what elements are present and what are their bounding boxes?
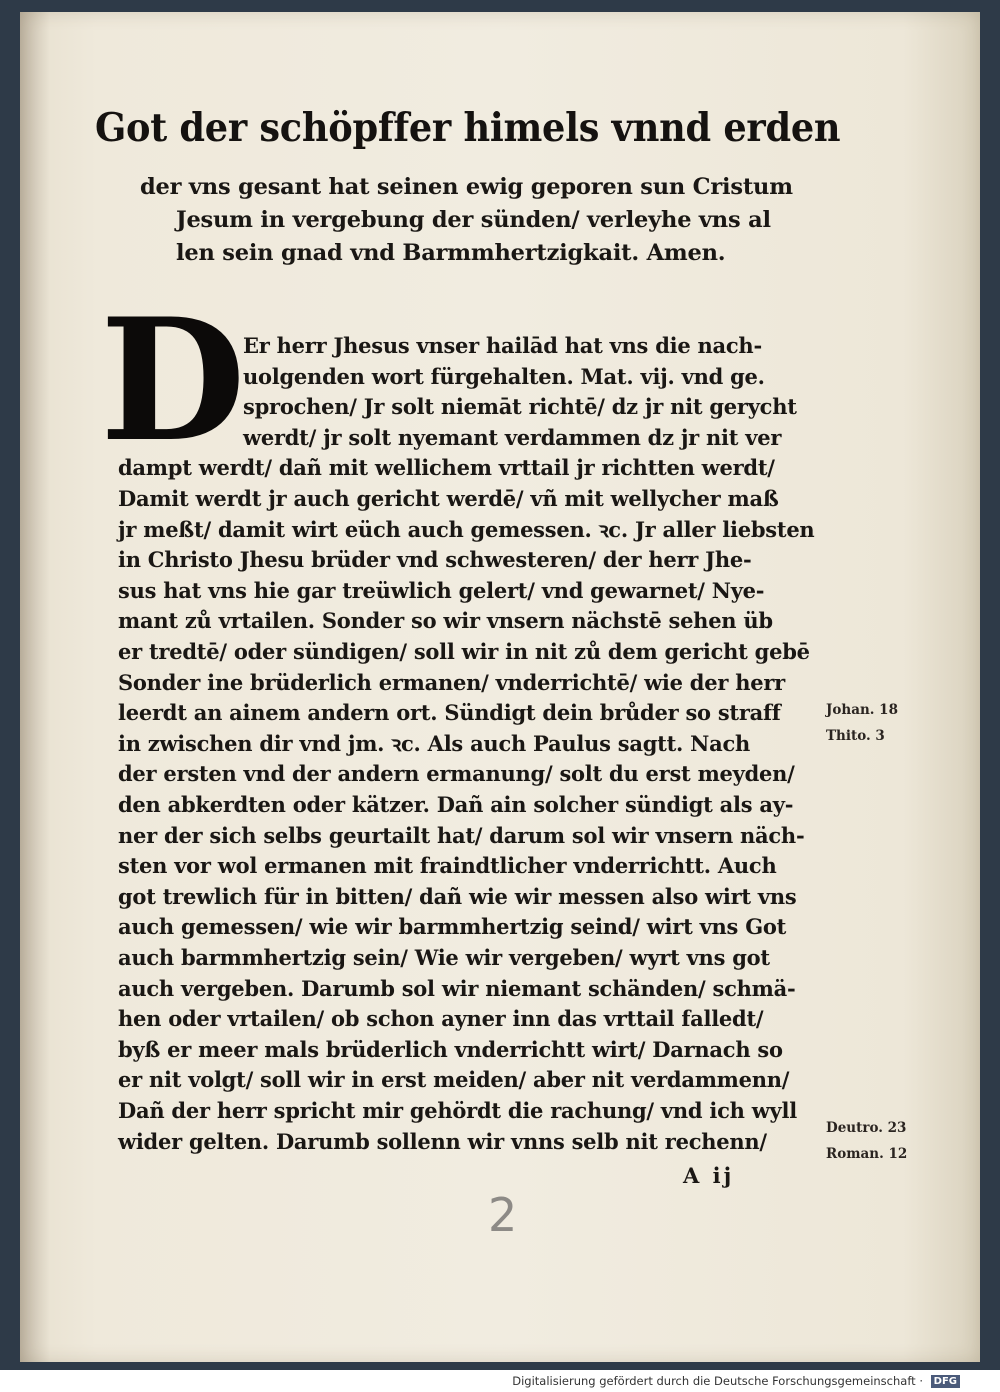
body-line: sprochen/ Jr solt niemāt richtē/ dz jr nit gerycht	[243, 394, 797, 420]
body-line: sus hat vns hie gar treüwlich gelert/ vnd gewarnet/ Nye-	[118, 577, 765, 603]
page-heading: Got der schöpffer himels vnnd erden	[95, 105, 841, 151]
body-line: auch barmmhertzig sein/ Wie wir vergeben/ wyrt vns got	[118, 945, 770, 970]
body-line: auch gemessen/ wie wir barmmhertzig seind/ wirt vns Got	[118, 914, 787, 940]
margin-note: Johan. 18	[826, 702, 898, 718]
body-line: Damit werdt jr auch gericht werdē/ vñ mit wellycher maß	[118, 486, 779, 511]
body-line: leerdt an ainem andern ort. Sündigt dein brůder so straff	[118, 700, 781, 726]
body-line: hen oder vrtailen/ ob schon ayner inn das vrttail falledt/	[118, 1006, 764, 1032]
footer-credit	[512, 1374, 960, 1388]
dfg-logo: DFG	[931, 1375, 960, 1388]
page-gutter-shadow	[20, 12, 50, 1362]
intro-line: der vns gesant hat seinen ewig geporen sun Cristum	[140, 174, 793, 200]
body-line: auch vergeben. Darumb sol wir niemant schänden/ schmä-	[118, 975, 796, 1001]
margin-note: Deutro. 23	[826, 1120, 907, 1136]
decorated-initial-letter: D	[100, 281, 246, 479]
body-line: der ersten vnd der andern ermanung/ solt du erst meyden/	[118, 761, 795, 787]
footer-text: Digitalisierung gefördert durch die Deutsche Forschungsgemeinschaft ·	[512, 1374, 923, 1388]
body-line: got trewlich für in bitten/ dañ wie wir messen also wirt vns	[118, 883, 797, 909]
body-line: jr meßt/ damit wirt eüch auch gemessen. ꝛc. Jr aller liebsten	[118, 516, 815, 542]
body-line: ner der sich selbs geurtailt hat/ darum sol wir vnsern näch-	[118, 822, 805, 848]
body-line: den abkerdten oder kätzer. Dañ ain solcher sündigt als ay-	[118, 792, 794, 817]
intro-line: len sein gnad vnd Barmmhertzigkait. Amen.	[176, 240, 726, 266]
body-line: dampt werdt/ dañ mit wellichem vrttail jr richtten werdt/	[118, 455, 775, 481]
body-line: Er herr Jhesus vnser hailād hat vns die nach-	[243, 333, 762, 358]
margin-note: Thito. 3	[826, 728, 885, 744]
body-line: wider gelten. Darumb sollenn wir vnns selb nit rechenn/	[118, 1128, 767, 1154]
body-line: mant zů vrtailen. Sonder so wir vnsern nächstē sehen üb	[118, 608, 773, 634]
signature-mark: A ij	[683, 1163, 735, 1188]
body-line: Dañ der herr spricht mir gehördt die rachung/ vnd ich wyll	[118, 1098, 797, 1123]
body-line: sten vor wol ermanen mit fraindtlicher vnderrichtt. Auch	[118, 853, 777, 879]
body-line: uolgenden wort fürgehalten. Mat. vij. vnd ge.	[243, 363, 765, 389]
pencil-page-number: 2	[488, 1188, 518, 1242]
body-line: er nit volgt/ soll wir in erst meiden/ aber nit verdammenn/	[118, 1067, 790, 1093]
body-line: werdt/ jr solt nyemant verdammen dz jr nit ver	[243, 424, 782, 450]
body-line: Sonder ine brüderlich ermanen/ vnderrichtē/ wie der herr	[118, 669, 785, 695]
body-line: in Christo Jhesu brüder vnd schwesteren/ der herr Jhe-	[118, 547, 752, 573]
margin-note: Roman. 12	[826, 1146, 908, 1162]
body-line: byß er meer mals brüderlich vnderrichtt wirt/ Darnach so	[118, 1036, 783, 1062]
body-line: in zwischen dir vnd jm. ꝛc. Als auch Paulus sagtt. Nach	[118, 730, 751, 756]
intro-line: Jesum in vergebung der sünden/ verleyhe vns al	[176, 207, 771, 233]
body-line: er tredtē/ oder sündigen/ soll wir in nit zů dem gericht gebē	[118, 639, 810, 664]
